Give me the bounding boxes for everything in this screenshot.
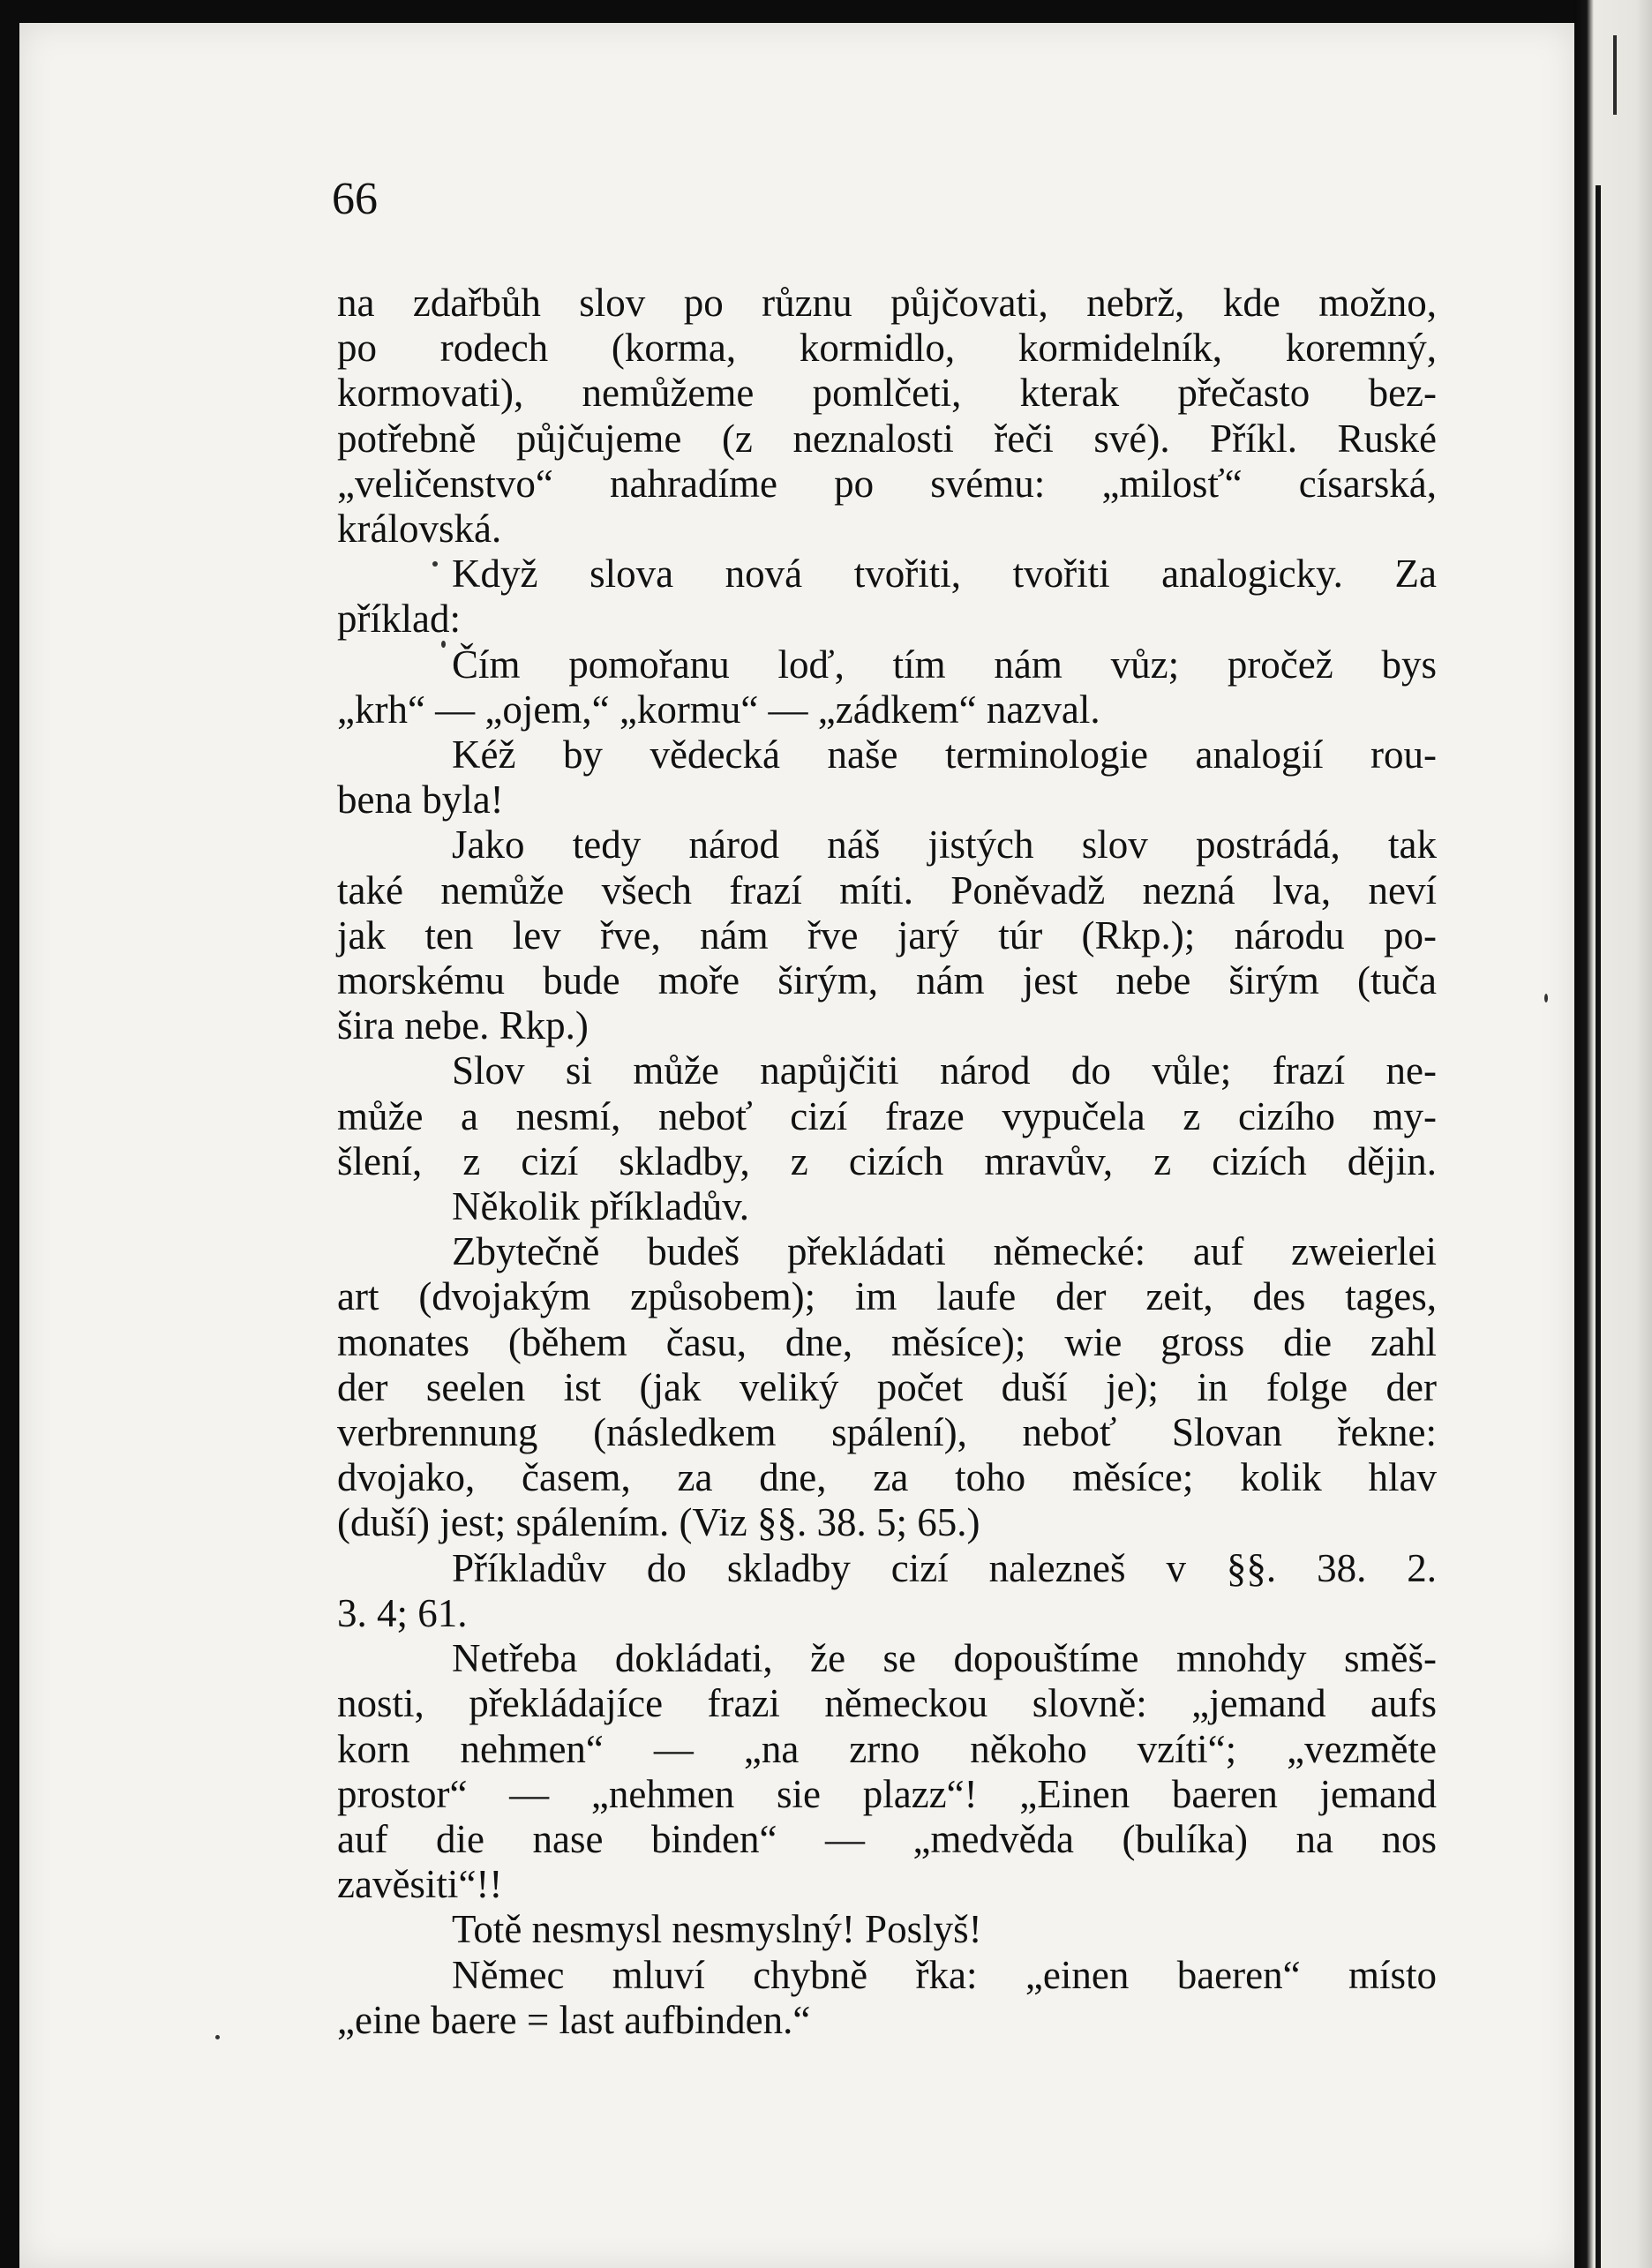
text-line: korn nehmen“ — „na zrno někoho vzíti“; „vezměte xyxy=(337,1726,1437,1771)
verse-line: „krh“ — „ojem,“ „kormu“ — „zádkem“ nazval. xyxy=(337,687,1100,732)
text-line: prostor“ — „nehmen sie plazz“! „Einen baeren jemand xyxy=(337,1771,1437,1816)
page-text xyxy=(337,281,1437,2043)
text-line: auf die nase binden“ — „medvěda (bulíka) na nos xyxy=(337,1816,1437,1861)
text-line: také nemůže všech frazí míti. Poněvadž nezná lva, neví xyxy=(337,867,1437,912)
text-line: šira nebe. Rkp.) xyxy=(337,1003,589,1048)
page-number: 66 xyxy=(332,174,378,224)
text-line: může a nesmí, neboť cizí fraze vypučela z cizího my- xyxy=(337,1093,1437,1138)
text-line: královská. xyxy=(337,507,502,552)
text-line: Příkladův do skladby cizí nalezneš v §§. 38. 2. xyxy=(452,1545,1437,1590)
text-line: Několik příkladův. xyxy=(452,1184,750,1229)
text-line: nosti, překládajíce frazi německou slovně: „jemand aufs xyxy=(337,1681,1437,1726)
text-line: Zbytečně budeš překládati německé: auf zweierlei xyxy=(452,1229,1437,1274)
text-line: verbrennung (následkem spálení), neboť Slovan řekne: xyxy=(337,1410,1437,1455)
scan-speck xyxy=(1544,994,1548,1003)
scan-speck xyxy=(215,2035,220,2039)
text-line: Když slova nová tvořiti, tvořiti analogicky. Za xyxy=(452,552,1437,597)
text-line: „veličenstvo“ nahradíme po svému: „milosť“ císarská, xyxy=(337,461,1437,506)
text-line: příklad: xyxy=(337,597,461,642)
text-line: bena byla! xyxy=(337,777,504,822)
text-line: (duší) jest; spálením. (Viz §§. 38. 5; 65.) xyxy=(337,1500,980,1545)
text-line: Netřeba dokládati, že se dopouštíme mnohdy směš- xyxy=(452,1636,1437,1681)
edge-mark xyxy=(1596,185,1601,2268)
text-line: šlení, z cizí skladby, z cizích mravův, z cizích dějin. xyxy=(337,1138,1437,1183)
text-line: „eine baere = last aufbinden.“ xyxy=(337,1997,811,2042)
text-line: Slov si může napůjčiti národ do vůle; frazí ne- xyxy=(452,1048,1437,1093)
text-line: art (dvojakým způsobem); im laufe der zeit, des tages, xyxy=(337,1274,1437,1319)
book-page xyxy=(19,23,1574,2268)
text-line: Němec mluví chybně řka: „einen baeren“ místo xyxy=(452,1952,1437,1997)
text-line: Jako tedy národ náš jistých slov postrádá, tak xyxy=(452,822,1437,867)
text-line: dvojako, časem, za dne, za toho měsíce; kolik hlav xyxy=(337,1455,1437,1500)
edge-mark xyxy=(1613,35,1617,115)
text-line: Kéž by vědecká naše terminologie analogií rou- xyxy=(452,732,1437,777)
verse-line: Čím pomořanu loď, tím nám vůz; pročež bys xyxy=(452,642,1437,687)
text-line: na zdařbůh slov po různu půjčovati, nebrž, kde možno, xyxy=(337,281,1437,325)
text-line: potřebně půjčujeme (z neznalosti řeči své). Příkl. Ruské xyxy=(337,416,1437,461)
text-line: zavěsiti“!! xyxy=(337,1862,503,1907)
scan-speck xyxy=(441,641,446,648)
text-line: 3. 4; 61. xyxy=(337,1590,468,1635)
text-line: monates (během času, dne, měsíce); wie gross die zahl xyxy=(337,1319,1437,1364)
text-line: po rodech (korma, kormidlo, kormidelník, koremný, xyxy=(337,326,1437,371)
text-line: morskému bude moře širým, nám jest nebe širým (tuča xyxy=(337,958,1437,1003)
text-line: jak ten lev řve, nám řve jarý túr (Rkp.); národu po- xyxy=(337,912,1437,958)
text-line: kormovati), nemůžeme pomlčeti, kterak přečasto bez- xyxy=(337,371,1437,416)
scan-speck xyxy=(432,561,438,567)
text-line: Totě nesmysl nesmyslný! Poslyš! xyxy=(452,1907,982,1952)
adjacent-page-edge xyxy=(1574,0,1652,2268)
text-line: der seelen ist (jak veliký počet duší je); in folge der xyxy=(337,1364,1437,1409)
